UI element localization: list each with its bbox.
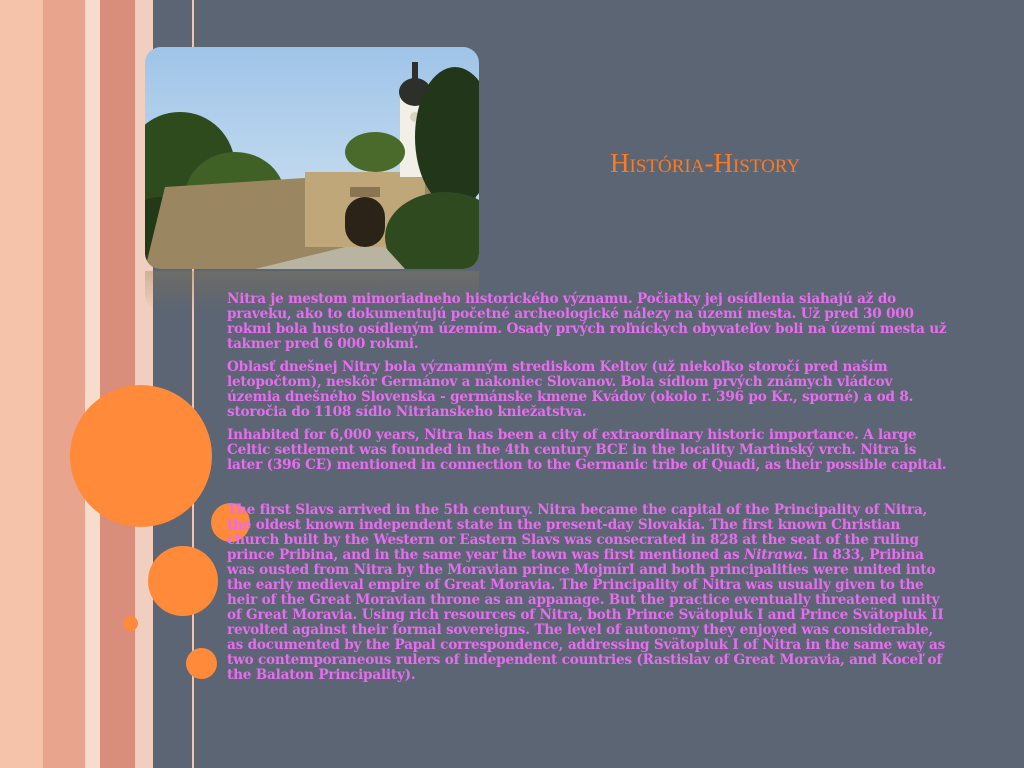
- castle-photo: [145, 47, 479, 269]
- paragraph-english-1: Inhabited for 6,000 years, Nitra has been a city of extraordinary historic importance. A large Celtic settlement was founded in the 4th century BCE in the locality Martinský vrch. Nitra is later (396 CE) mentioned in connection to the Germanic tribe of Quadi, as their possible capital.: [227, 427, 947, 473]
- nitrawa-emphasis: Nitrawa: [744, 547, 803, 563]
- castle-illustration: [145, 47, 479, 269]
- paragraph-english-2-part-a: The first Slavs arrived in the 5th century. Nitra became the capital of the Principality of Nitra, the oldest known independent state in the present-day Slovakia. The first known Christian church built by the Western or Eastern Slavs was consecrated in 828 at the seat of the ruling prince Pribina, and in the same year the town was first mentioned as: [227, 502, 928, 563]
- left-band-rose: [43, 0, 85, 768]
- small-orange-circle-lower: [186, 648, 217, 679]
- tiny-orange-circle: [123, 616, 138, 631]
- paragraph-spacer: [227, 481, 949, 503]
- paragraph-slovak-2: Oblasť dnešnej Nitry bola významným strediskom Keltov (už niekoľko storočí pred naším letopočtom), neskôr Germánov a nakoniec Slovanov. Bola sídlom prvých známych vládcov územia dnešného Slovenska - germánske kmene Kvádov (okolo r. 396 po Kr., sporné) a od 8. storočia do 1108 sídlo Nitrianskeho kniežatstva.: [227, 359, 914, 420]
- large-orange-circle: [70, 385, 212, 527]
- medium-orange-circle: [148, 546, 218, 616]
- slide-title: História-History: [610, 148, 801, 178]
- paragraph-english-2: [227, 503, 949, 683]
- slide-body: [227, 292, 949, 691]
- left-band-light: [85, 0, 100, 768]
- left-band-peach: [0, 0, 43, 768]
- paragraph-english-2-part-b: . In 833, Pribina was ousted from Nitra by the Moravian prince MojmírI and both principalities were united into the early medieval empire of Great Moravia. The Principality of Nitra was usually given to the heir of the Great Moravian throne as an appanage. But the practice eventually threatened unity of Great Moravia. Using rich resources of Nitra, both Prince Svätopluk I and Prince Svätopluk II revolted against their formal sovereigns. The level of autonomy they enjoyed was considerable, as documented by the Papal correspondence, addressing Svätopluk I of Nitra in the same way as two contemporaneous rulers of independent countries (Rastislav of Great Moravia, and Koceľ of the Balaton Principality).: [227, 547, 946, 683]
- left-band-salmon: [100, 0, 135, 768]
- paragraph-slovak-1: Nitra je mestom mimoriadneho historického významu. Počiatky jej osídlenia siahajú až do praveku, ako to dokumentujú početné archeologické nálezy na území mesta. Už pred 30 000 rokmi bola husto osídleným územím. Osady prvých roľníckych obyvateľov boli na území mesta už takmer pred 6 000 rokmi.: [227, 291, 947, 352]
